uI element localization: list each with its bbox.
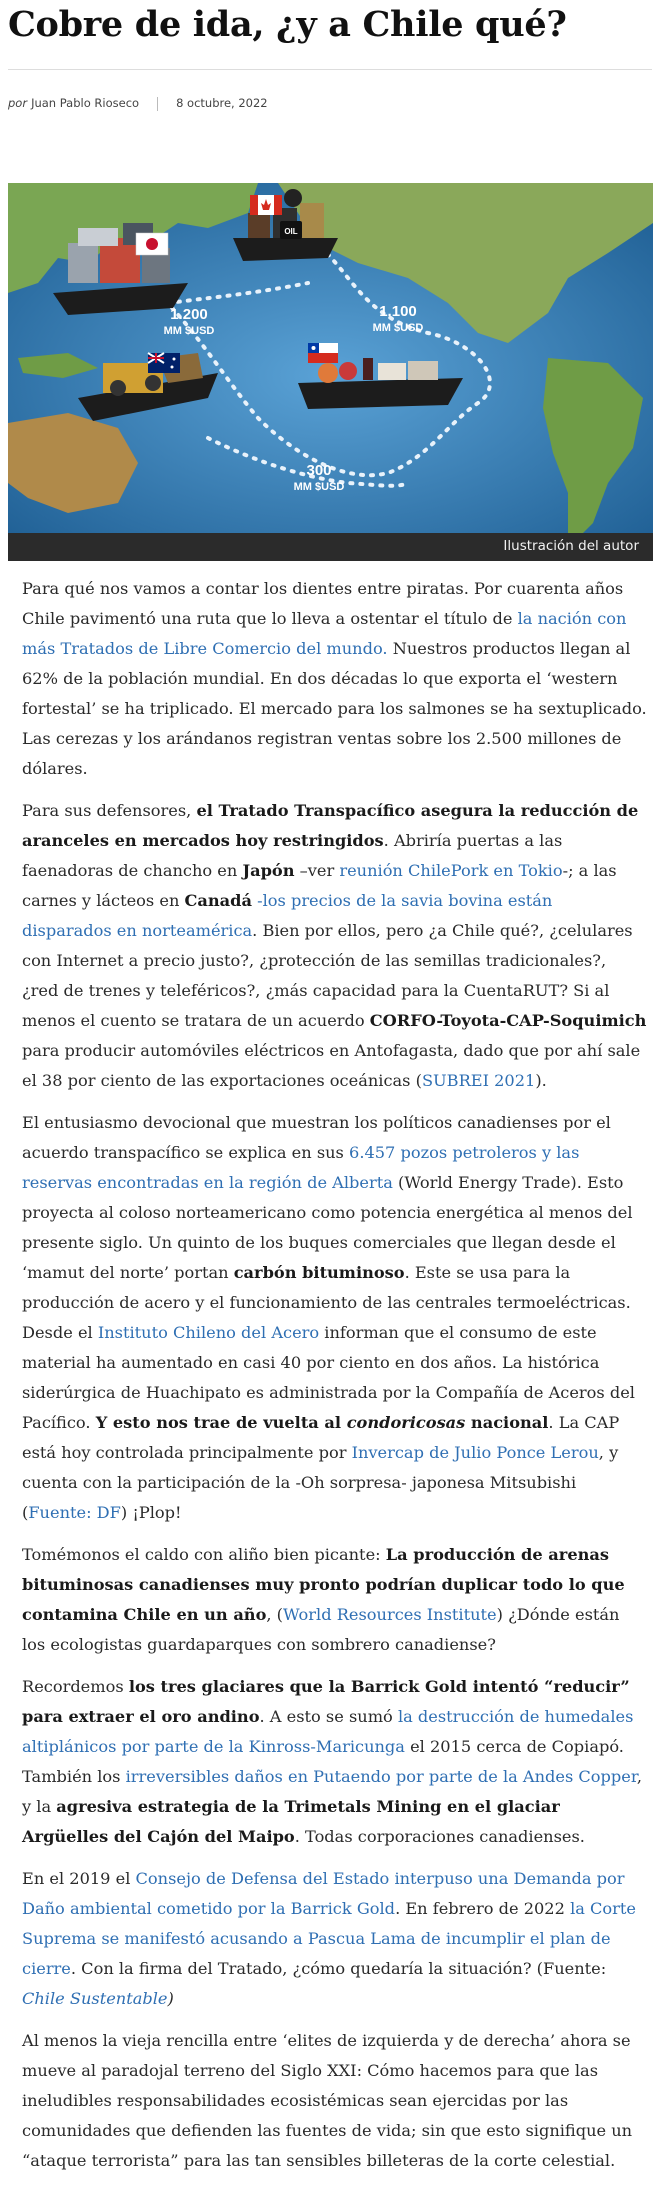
value-label-australia: 300 — [306, 462, 332, 479]
text: –ver — [294, 861, 340, 880]
link-alberta[interactable]: 6.457 pozos petroleros y las reservas encontradas en la región de Alberta — [22, 1143, 580, 1192]
byline-prefix: por — [8, 96, 28, 110]
featured-illustration — [8, 183, 653, 561]
text: , ( — [266, 1605, 283, 1624]
text: ) — [167, 1989, 174, 2008]
link-kinross[interactable]: la destrucción de humedales altiplánicos por parte de la Kinross-Maricunga — [22, 1707, 634, 1756]
oil-label: OIL — [284, 227, 298, 236]
canada-flag-icon — [250, 195, 282, 215]
japan-flag-icon — [136, 233, 168, 255]
bold-text: CORFO-Toyota-CAP-Soquimich — [369, 1011, 647, 1030]
text: Recordemos — [22, 1677, 129, 1696]
bold-text: nacional — [465, 1413, 549, 1432]
bold-text: Canadá — [184, 891, 252, 910]
paragraph-2 — [22, 796, 647, 1096]
text: , y cuenta con la participación de la -Oh sorpresa- japonesa Mitsubishi ( — [22, 1443, 619, 1522]
link-instituto-acero[interactable]: Instituto Chileno del Acero — [97, 1323, 320, 1342]
bold-text: los tres glaciares que la Barrick Gold intentó “reducir” para extraer el oro andino — [22, 1677, 630, 1726]
link-chilepork[interactable]: reunión ChilePork en Tokio — [339, 861, 563, 880]
figure-caption: Ilustración del autor — [8, 533, 653, 561]
text: el 2015 cerca de Copiapó. También los — [22, 1737, 624, 1786]
text: , y la — [22, 1767, 642, 1816]
byline-separator — [157, 97, 158, 111]
bold-text: Y esto nos trae de vuelta al — [95, 1413, 347, 1432]
article-title: Cobre de ida, ¿y a Chile qué? — [8, 4, 567, 45]
bold-text: La producción de arenas bituminosas canadienses muy pronto podrían duplicar todo lo que contamina Chile en un año — [22, 1545, 625, 1624]
text: informan que el consumo de este material ha aumentado en casi 40 por ciento en dos años. La histórica siderúrgica de Huachipato es administrada por la Compañía de Aceros del Pacífico. — [22, 1323, 635, 1432]
link-andes-copper[interactable]: irreversibles daños en Putaendo por parte de la Andes Copper — [125, 1767, 637, 1786]
link-invercap[interactable]: Invercap de Julio Ponce Lerou — [351, 1443, 599, 1462]
unit-label-australia: MM $USD — [293, 481, 345, 493]
link-wri[interactable]: World Resources Institute — [283, 1605, 497, 1624]
bold-text: carbón bituminoso — [233, 1263, 405, 1282]
text: ). — [535, 1071, 547, 1090]
unit-label-canada: MM $USD — [372, 322, 424, 334]
chile-flag-icon — [308, 343, 338, 363]
paragraph-1 — [22, 574, 647, 784]
text: ) ¿Dónde están los ecologistas guardaparques con sombrero canadiense? — [22, 1605, 620, 1654]
text: . Abriría puertas a las faenadoras de chancho en — [22, 831, 563, 880]
link-chile-sustentable[interactable]: Chile Sustentable — [22, 1989, 168, 2008]
bold-text: Japón — [242, 861, 295, 880]
text: Al menos la vieja rencilla entre ‘elites de izquierda y de derecha’ ahora se mueve al paradojal terreno del Siglo XXI: Cómo hacemos para que las ineludibles responsabilidades ecosistémicas sean ejercidas por las comunidades que defienden las fuentes de vida; sin que esto signifique un “ataque terrorista” para las tan sensibles billeteras de la corte celestial. — [22, 2031, 633, 2170]
text: Para qué nos vamos a contar los dientes entre piratas. Por cuarenta años Chile pavimentó una ruta que lo lleva a ostentar el título de — [22, 579, 624, 628]
text: . A esto se sumó — [259, 1707, 398, 1726]
link-savia-bovina[interactable]: -los precios de la savia bovina están disparados en norteamérica — [22, 891, 553, 940]
text: ) ¡Plop! — [120, 1503, 182, 1522]
link-corte-suprema[interactable]: la Corte Suprema se manifestó acusando a Pascua Lama de incumplir el plan de cierre — [22, 1899, 636, 1978]
article-body — [22, 574, 647, 2188]
value-label-japan: 1.200 — [170, 306, 208, 323]
byline — [0, 70, 660, 132]
bold-text: el Tratado Transpacífico asegura la reducción de aranceles en mercados hoy restringidos — [22, 801, 639, 850]
text: para producir automóviles eléctricos en Antofagasta, dado que por ahí sale el 38 por ciento de las exportaciones oceánicas ( — [22, 1041, 641, 1090]
text: Tomémonos el caldo con aliño bien picante: — [22, 1545, 386, 1564]
publish-date: 8 octubre, 2022 — [176, 96, 268, 110]
text: (World Energy Trade). Esto proyecta al coloso norteamericano como potencia energética al menos del presente siglo. Un quinto de los buques comerciales que llegan desde el ‘mamut del norte’ portan — [22, 1173, 633, 1282]
link-fuente-df[interactable]: Fuente: DF — [28, 1503, 121, 1522]
text: . Todas corporaciones canadienses. — [294, 1827, 585, 1846]
trade-map-illustration — [8, 183, 653, 533]
oil-barrel-icon — [280, 221, 302, 239]
text: Para sus defensores, — [22, 801, 197, 820]
link-tratados[interactable]: la nación con más Tratados de Libre Comercio del mundo. — [22, 609, 627, 658]
text: . La CAP está hoy controlada principalmente por — [22, 1413, 620, 1462]
text: . Bien por ellos, pero ¿a Chile qué?, ¿celulares con Internet a precio justo?, ¿protección de las semillas tradicionales?, ¿red de trenes y teleféricos?, ¿más capacidad para la CuentaRUT? Si al menos el cuento se tratara de un acuerdo — [22, 921, 633, 1030]
paragraph-3 — [22, 1108, 647, 1528]
value-label-canada: 1.100 — [379, 303, 417, 320]
text: . Este se usa para la producción de acero y el funcionamiento de las centrales termoeléctricas. Desde el — [22, 1263, 631, 1342]
text: . Con la firma del Tratado, ¿cómo quedaría la situación? (Fuente: — [70, 1959, 607, 1978]
text: -; a las carnes y lácteos en — [22, 861, 617, 910]
link-subrei[interactable]: SUBREI 2021 — [421, 1071, 536, 1090]
text: . En febrero de 2022 — [395, 1899, 571, 1918]
text: En el 2019 el — [22, 1869, 136, 1888]
text: Nuestros productos llegan al 62% de la población mundial. En dos décadas lo que exporta el ‘western fortestal’ se ha triplicado. El mercado para los salmones se ha sextuplicado. Las cerezas y los arándanos registran ventas sobre los 2.500 millones de dólares. — [22, 639, 647, 778]
paragraph-4 — [22, 1540, 647, 1660]
paragraph-5 — [22, 1672, 647, 1852]
bold-italic-text: condoricosas — [346, 1413, 466, 1432]
paragraph-7 — [22, 2026, 647, 2176]
text: El entusiasmo devocional que muestran los políticos canadienses por el acuerdo transpacífico se explica en sus — [22, 1113, 611, 1162]
paragraph-6 — [22, 1864, 647, 2014]
australia-flag-icon — [148, 353, 180, 373]
link-consejo-defensa[interactable]: Consejo de Defensa del Estado interpuso una Demanda por Daño ambiental cometido por la Barrick Gold — [22, 1869, 625, 1918]
unit-label-japan: MM $USD — [163, 325, 215, 337]
author-link[interactable]: Juan Pablo Rioseco — [31, 96, 140, 110]
bold-text: agresiva estrategia de la Trimetals Mining en el glaciar Argüelles del Cajón del Maipo — [22, 1797, 560, 1846]
